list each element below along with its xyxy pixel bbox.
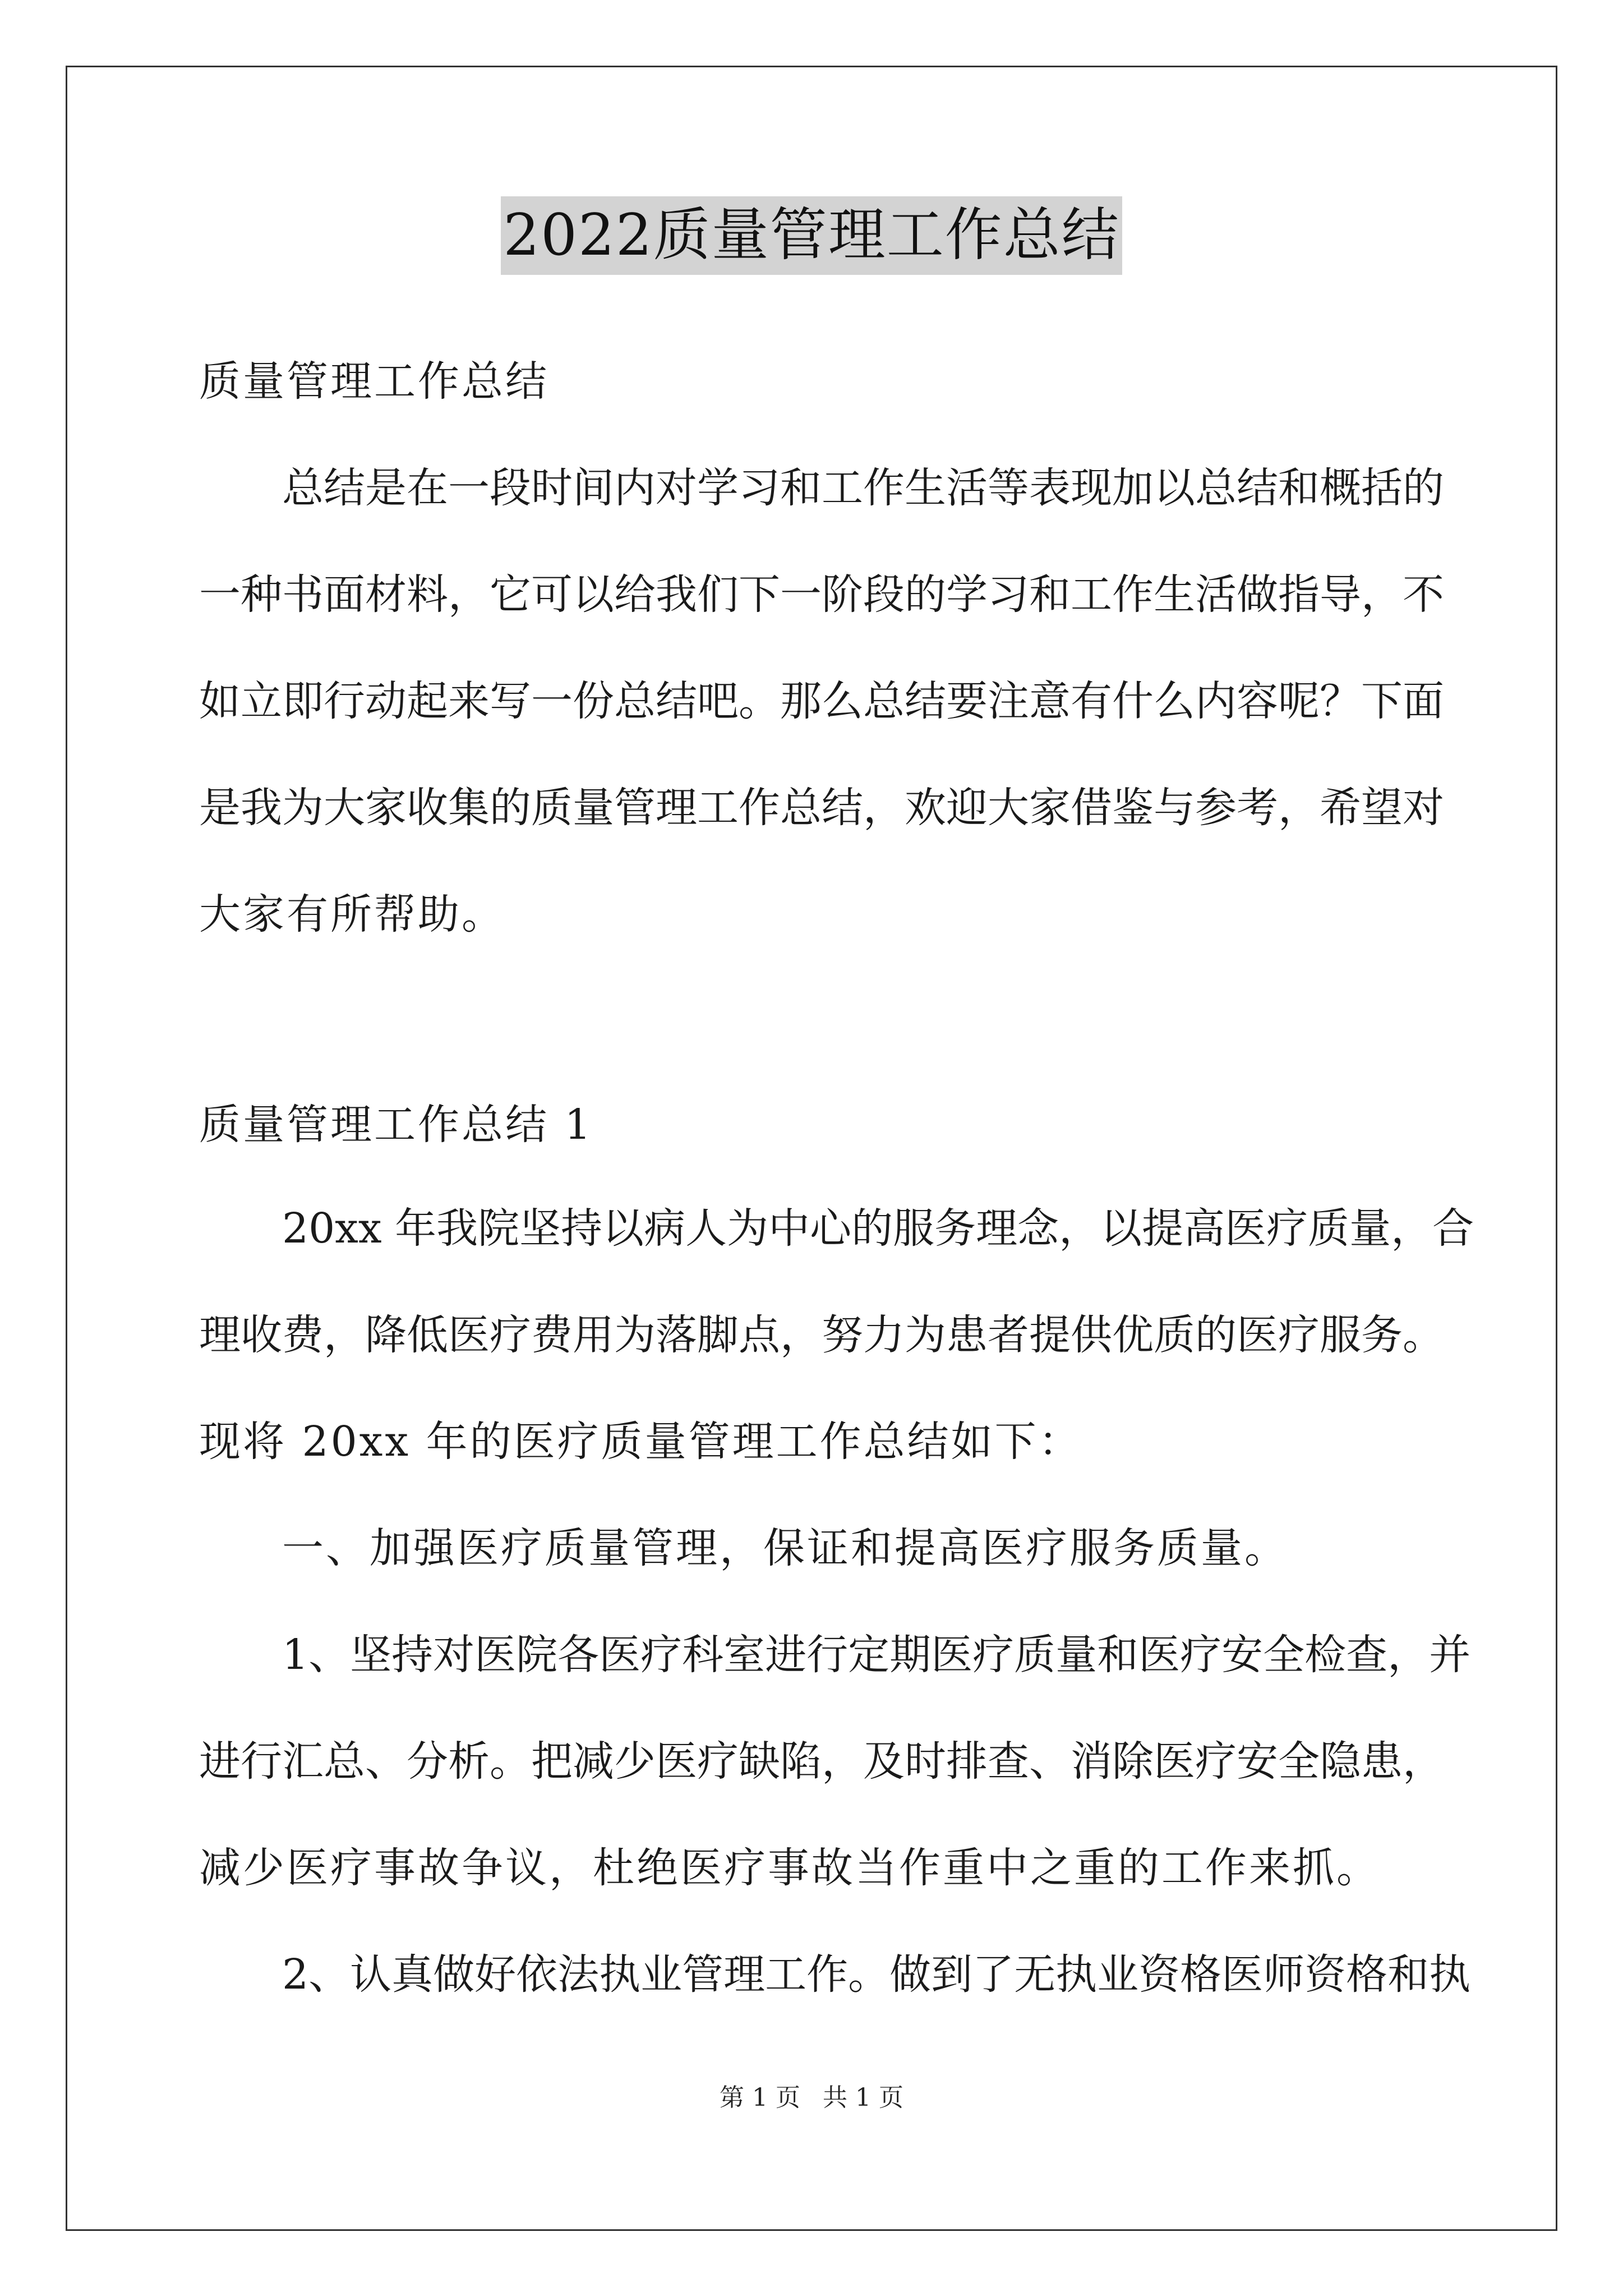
section-line-8: 2、认真做好依法执业管理工作。做到了无执业资格医师资格和执 <box>282 1950 1471 1999</box>
section-line-7: 减少医疗事故争议，杜绝医疗事故当作重中之重的工作来抓。 <box>199 1844 1380 1892</box>
section-line-1: 20xx 年我院坚持以病人为中心的服务理念，以提高医疗质量，合 <box>282 1204 1474 1253</box>
title-container <box>0 196 1623 275</box>
section-line-3: 现将 20xx 年的医疗质量管理工作总结如下： <box>199 1418 1082 1466</box>
section-heading: 质量管理工作总结 1 <box>199 1101 593 1149</box>
section-line-5: 1、坚持对医院各医疗科室进行定期医疗质量和医疗安全检查，并 <box>282 1631 1471 1679</box>
section-line-2: 理收费，降低医疗费用为落脚点，努力为患者提供优质的医疗服务。 <box>199 1311 1444 1359</box>
section-line-4: 一、加强医疗质量管理，保证和提高医疗服务质量。 <box>282 1524 1288 1572</box>
document-title: 2022质量管理工作总结 <box>501 196 1122 275</box>
page-footer <box>0 2081 1623 2115</box>
page-number: 第 1 页 <box>720 2083 800 2112</box>
intro-line-2: 一种书面材料，它可以给我们下一阶段的学习和工作生活做指导，不 <box>199 570 1444 619</box>
intro-line-1: 总结是在一段时间内对学习和工作生活等表现加以总结和概括的 <box>282 464 1444 512</box>
section-line-6: 进行汇总、分析。把减少医疗缺陷，及时排查、消除医疗安全隐患， <box>199 1737 1444 1786</box>
intro-line-4: 是我为大家收集的质量管理工作总结，欢迎大家借鉴与参考，希望对 <box>199 784 1444 832</box>
intro-line-5: 大家有所帮助。 <box>199 890 505 938</box>
page-total: 共 1 页 <box>823 2083 903 2112</box>
intro-line-3: 如立即行动起来写一份总结吧。那么总结要注意有什么内容呢？下面 <box>199 677 1444 725</box>
subtitle: 质量管理工作总结 <box>199 357 549 406</box>
